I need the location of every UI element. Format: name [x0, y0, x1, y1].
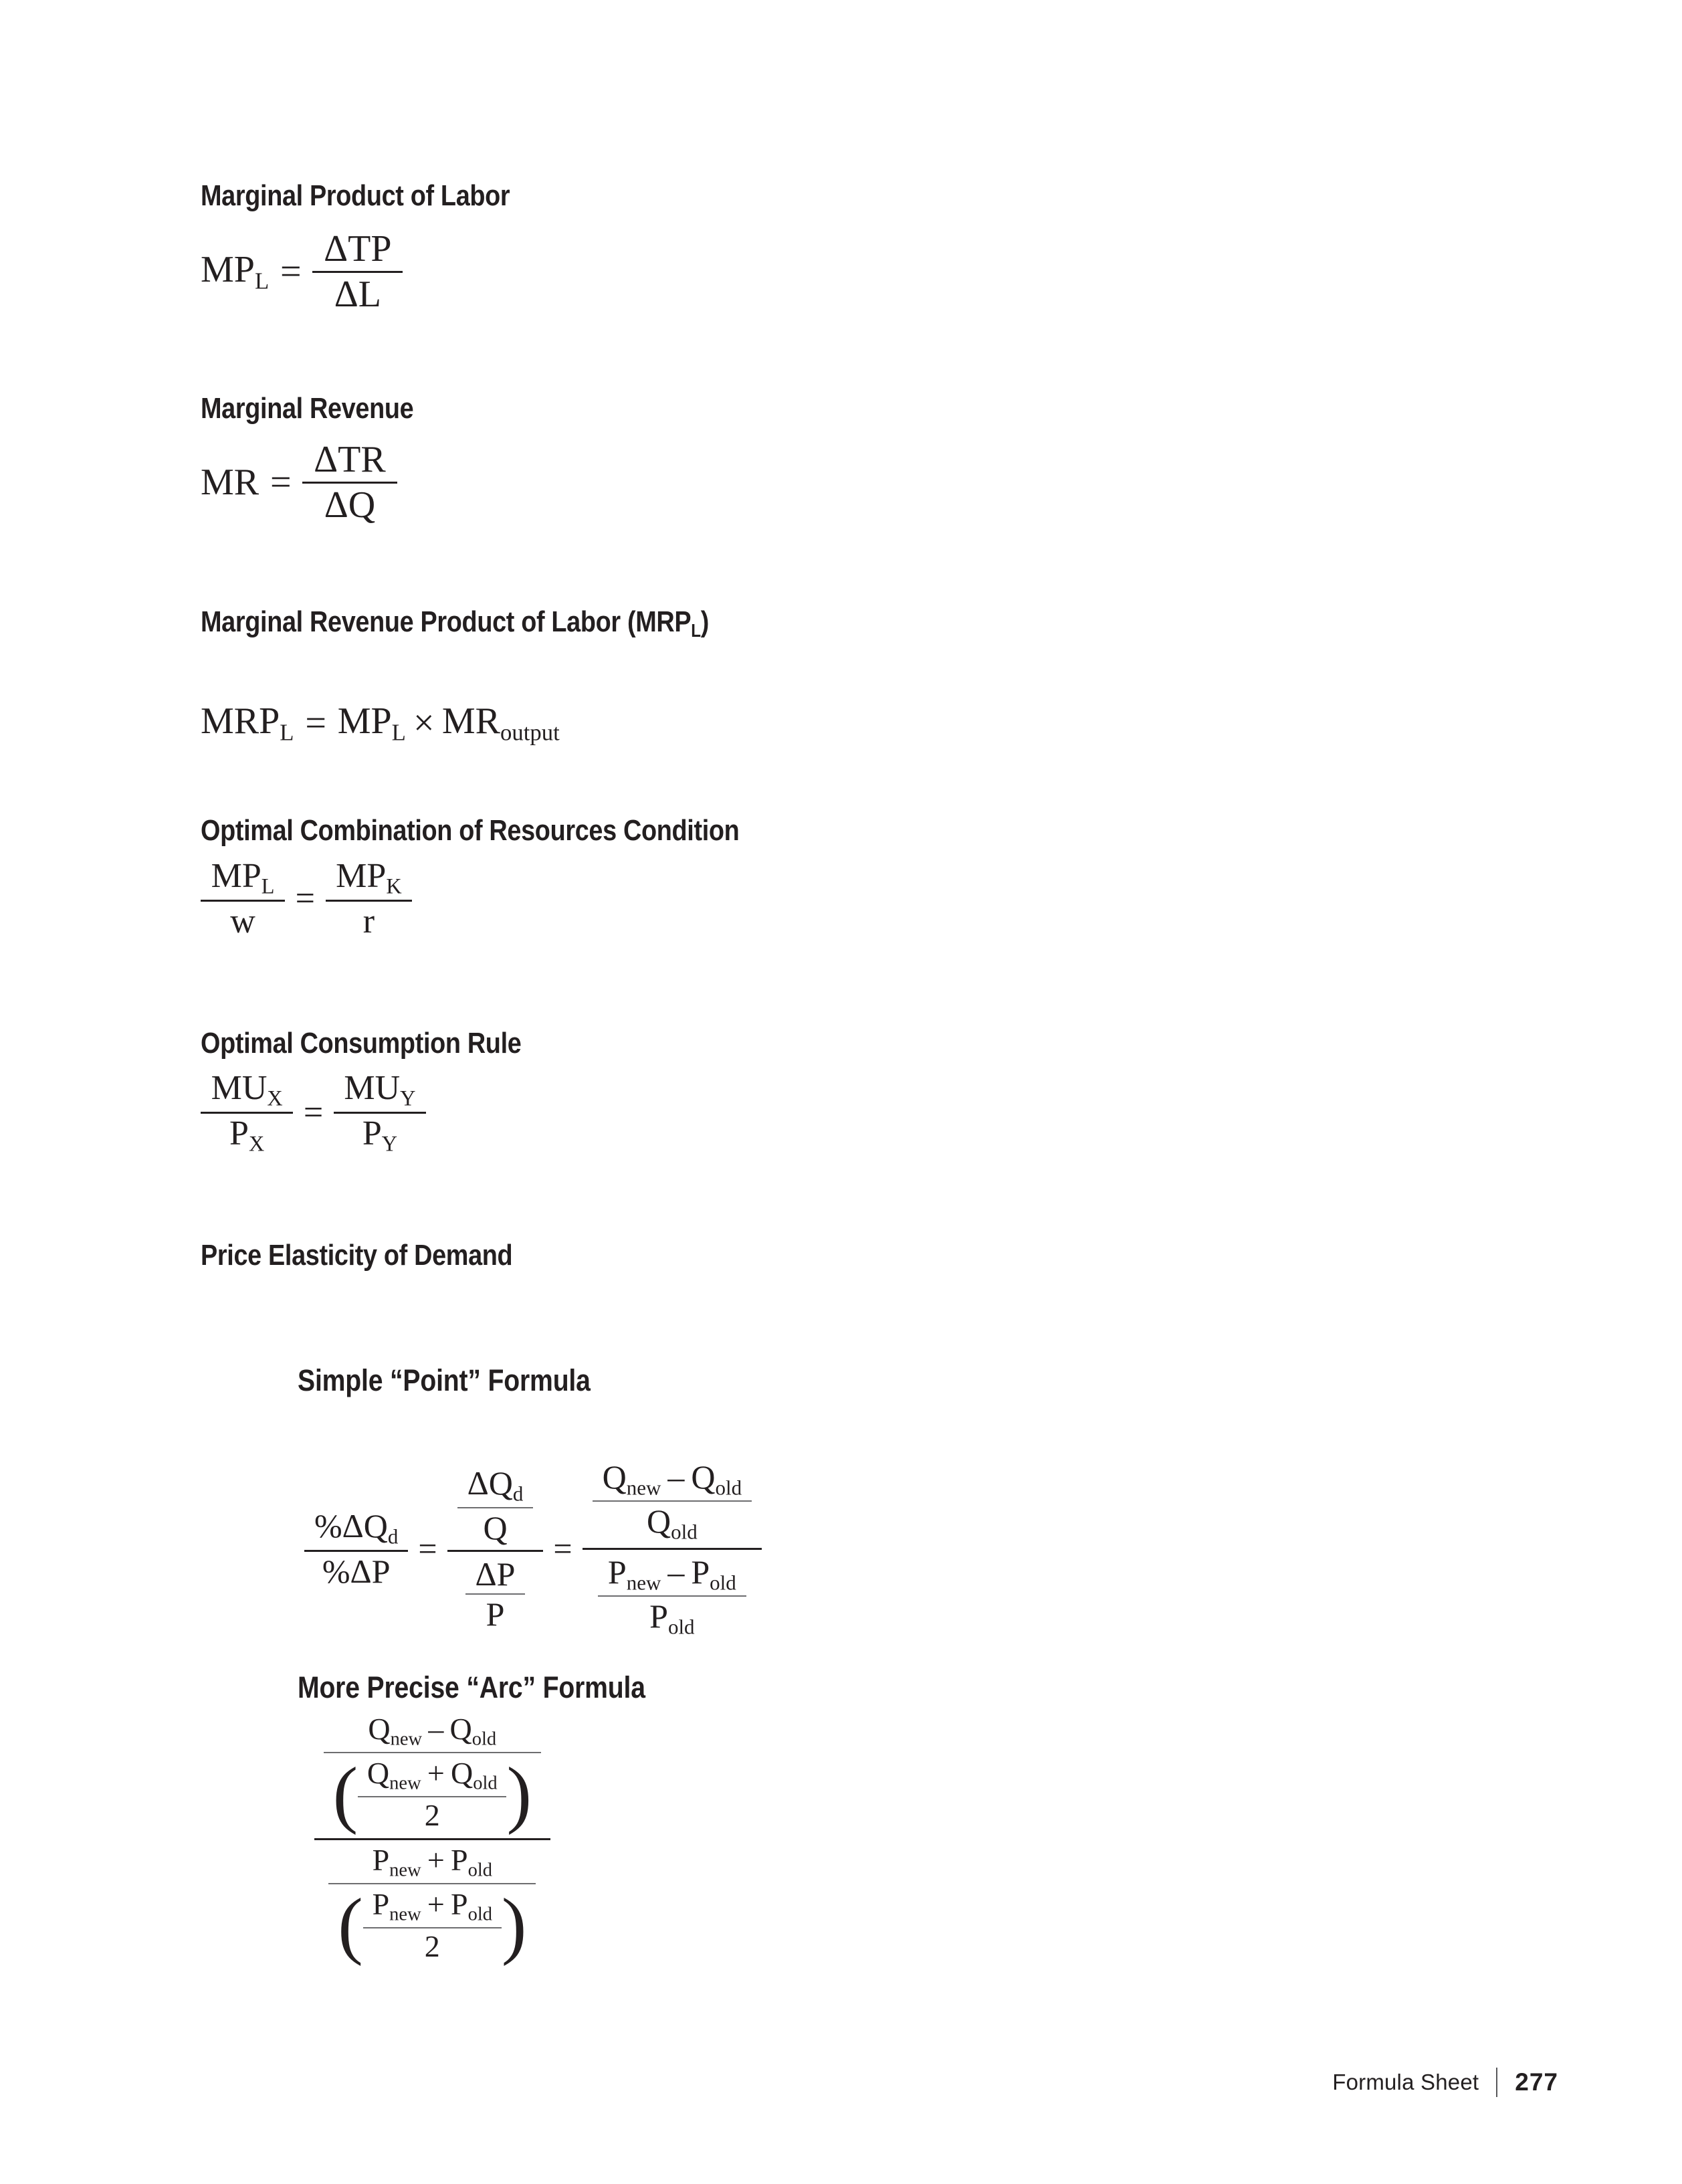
- arc-p-paren-open: (: [338, 1883, 363, 1967]
- formula-marginal-revenue: [201, 438, 397, 527]
- point-pct-denominator: %ΔP: [322, 1552, 391, 1590]
- ocrule-right-denominator: $P_Y$: [362, 1114, 398, 1157]
- heading-more-precise-arc-formula: More Precise “Arc” Formula: [298, 1670, 645, 1704]
- point-q-numerator: $Q_{new} - Q_{old}$: [602, 1458, 742, 1500]
- mrpl-term1: $MRP_L$: [201, 700, 294, 745]
- point-nested-1-denominator: [455, 1552, 536, 1636]
- arc-q-avg-fraction: [358, 1756, 506, 1833]
- arc-q-numerator: $Q_{new} - Q_{old}$: [368, 1712, 497, 1750]
- point-dp-numerator: ΔP: [475, 1555, 516, 1593]
- point-inner-fraction-dq: [457, 1464, 534, 1547]
- formula-point: [304, 1455, 762, 1642]
- arc-p-denominator: [328, 1884, 536, 1967]
- point-inner-fraction-dp: [465, 1555, 526, 1633]
- formula-marginal-revenue-product-of-labor: [201, 701, 560, 744]
- ocrule-equals: =: [303, 1093, 324, 1132]
- formula-optimal-combination-of-resources: [201, 856, 412, 942]
- mpl-lhs: $MP_L$: [201, 248, 270, 294]
- formula-arc: [314, 1709, 550, 1969]
- point-p-numerator: $P_{new} - P_{old}$: [607, 1553, 736, 1594]
- heading-marginal-product-of-labor: Marginal Product of Labor: [201, 179, 510, 212]
- point-dp-denominator: P: [486, 1595, 505, 1633]
- arc-outer-denominator: [320, 1840, 545, 1969]
- arc-q-paren-close: ): [506, 1752, 532, 1835]
- mr-fraction: [302, 438, 397, 527]
- mpl-numerator: ΔTP: [324, 228, 392, 270]
- heading-optimal-consumption-rule: Optimal Consumption Rule: [201, 1027, 522, 1060]
- arc-q-fraction: [324, 1712, 541, 1836]
- point-nested-fraction-1: [447, 1461, 544, 1635]
- heading-optimal-combination-of-resources: Optimal Combination of Resources Condition: [201, 814, 740, 847]
- arc-q-avg-denominator: 2: [424, 1797, 440, 1832]
- point-q-fraction: [593, 1458, 752, 1545]
- ocr-equals: =: [295, 880, 315, 918]
- point-pct-numerator: $\%\Delta Q_d$: [314, 1507, 399, 1549]
- point-dq-denominator: Q: [483, 1508, 508, 1547]
- heading-marginal-revenue-product-of-labor: [201, 605, 709, 641]
- arc-q-paren-open: (: [332, 1752, 358, 1835]
- heading-price-elasticity-of-demand: Price Elasticity of Demand: [201, 1239, 513, 1272]
- ocr-right-denominator: r: [362, 902, 375, 941]
- point-q-denominator: $Q_{old}$: [646, 1502, 698, 1544]
- mrpl-term3: $MR_{output}$: [441, 700, 560, 745]
- ocr-right-numerator: $MP_K$: [336, 857, 402, 898]
- ocr-left-denominator: w: [230, 902, 255, 941]
- point-dq-numerator: $\Delta Q_d$: [467, 1464, 524, 1506]
- formula-optimal-consumption-rule: [201, 1068, 426, 1157]
- arc-p-avg-numerator: $P_{new} + P_{old}$: [372, 1887, 493, 1925]
- mpl-fraction: [312, 227, 403, 316]
- mrpl-heading-subscript: L: [691, 619, 701, 641]
- ocr-left-fraction: [201, 856, 285, 942]
- ocrule-left-numerator: $MU_X$: [211, 1069, 283, 1110]
- ocrule-right-fraction: [334, 1068, 426, 1157]
- point-pct-fraction: [304, 1506, 408, 1590]
- arc-p-numerator: $P_{new} + P_{old}$: [372, 1843, 493, 1881]
- mrpl-times-operator: ×: [413, 702, 435, 744]
- point-p-fraction: [598, 1553, 746, 1640]
- point-nested-2-denominator: [588, 1550, 756, 1643]
- mr-lhs: MR: [201, 462, 259, 504]
- arc-outer-fraction: [314, 1709, 550, 1969]
- point-nested-1-numerator: [447, 1461, 544, 1549]
- ocr-right-fraction: [326, 856, 413, 942]
- mr-denominator: ΔQ: [324, 484, 376, 526]
- mr-equals: =: [270, 462, 292, 504]
- footer-label: Formula Sheet: [1332, 2070, 1479, 2094]
- heading-marginal-revenue: Marginal Revenue: [201, 392, 414, 425]
- arc-outer-numerator: [314, 1709, 550, 1838]
- footer-page-number: 277: [1515, 2068, 1558, 2096]
- ocr-left-numerator: $MP_L$: [211, 857, 275, 898]
- ocrule-left-fraction: [201, 1068, 293, 1157]
- arc-p-paren-close: ): [501, 1883, 527, 1967]
- mrpl-heading-prefix: Marginal Revenue Product of Labor (MRP: [201, 605, 692, 638]
- point-equals-1: =: [418, 1530, 437, 1568]
- page-footer: [1332, 2068, 1558, 2097]
- mrpl-heading-suffix: ): [700, 605, 710, 638]
- mpl-equals: =: [280, 251, 302, 293]
- arc-p-fraction: [328, 1843, 536, 1967]
- mrpl-equals: =: [305, 702, 326, 744]
- arc-q-denominator: [324, 1753, 541, 1835]
- point-equals-2: =: [553, 1530, 572, 1568]
- point-nested-fraction-2: [583, 1455, 762, 1642]
- mr-numerator: ΔTR: [314, 439, 386, 481]
- ocrule-left-denominator: $P_X$: [229, 1114, 265, 1157]
- arc-p-avg-denominator: 2: [424, 1928, 440, 1963]
- mrpl-term2: $MP_L$: [337, 700, 406, 745]
- formula-marginal-product-of-labor: [201, 227, 403, 316]
- footer-divider: [1496, 2068, 1497, 2097]
- heading-simple-point-formula: Simple “Point” Formula: [298, 1363, 591, 1397]
- point-nested-2-numerator: [583, 1455, 762, 1548]
- arc-p-avg-fraction: [363, 1887, 502, 1965]
- ocrule-right-numerator: $MU_Y$: [344, 1069, 416, 1110]
- point-p-denominator: $P_{old}$: [649, 1597, 695, 1639]
- mpl-denominator: ΔL: [334, 274, 381, 316]
- arc-q-avg-numerator: $Q_{new} + Q_{old}$: [366, 1756, 498, 1794]
